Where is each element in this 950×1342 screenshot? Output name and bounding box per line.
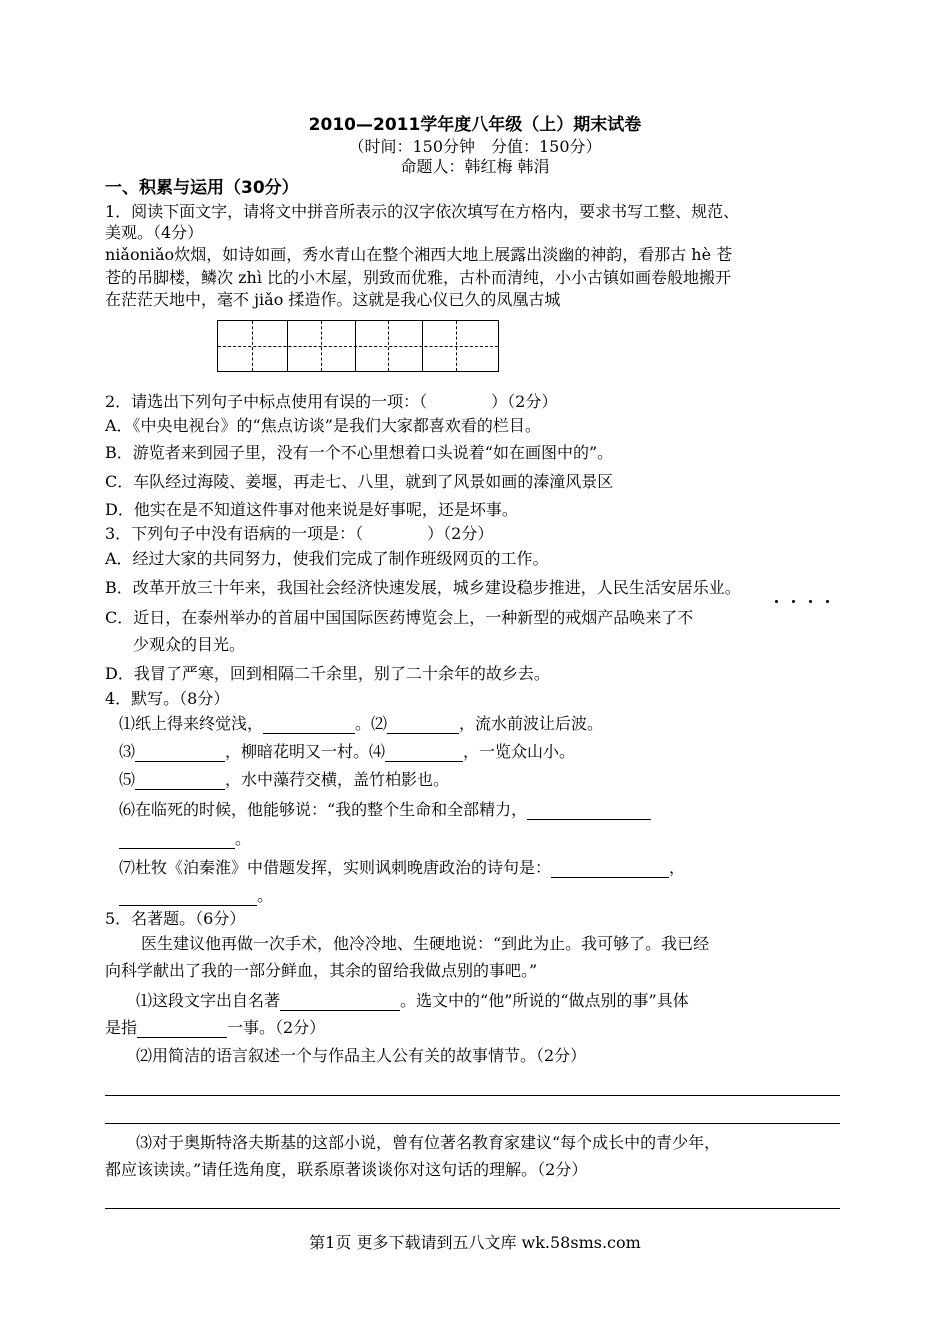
q1-stem-line1: 1．阅读下面文字，请将文中拼音所表示的汉字依次填写在方格内，要求书写工整、规范、 (105, 202, 740, 221)
fill-blank[interactable] (119, 889, 257, 906)
q1-passage-line3: 在茫茫天地中，毫不 jiǎo 揉造作。这就是我心仪已久的凤凰古城 (105, 290, 561, 309)
grid-cell-divider (422, 321, 423, 371)
q4-text: 。⑵ (355, 714, 388, 733)
q4-item-5 (119, 770, 449, 790)
fill-blank[interactable] (135, 745, 225, 762)
q3-option-c-line1: C．近日，在泰州举办的首届中国国际医药博览会上，一种新型的戒烟产品唤来了不 (105, 608, 694, 627)
q3-option-a: A．经过大家的共同努力，使我们完成了制作班级网页的工作。 (105, 549, 549, 568)
q5-text: 是指 (105, 1018, 138, 1037)
q5-passage-line2: 向科学献出了我的一部分鲜血，其余的留给我做点别的事吧。” (105, 961, 538, 980)
grid-cell-divider (287, 321, 288, 371)
emphasis-dot (775, 600, 778, 603)
q4-text: ⑺杜牧《泊秦淮》中借题发挥，实则讽刺晚唐政治的诗句是： (119, 858, 552, 877)
q3-option-d: D．我冒了严寒，回到相隔二千余里，别了二十余年的故乡去。 (105, 664, 550, 683)
answer-line[interactable] (105, 1123, 840, 1124)
fill-blank[interactable] (263, 717, 355, 734)
q5-passage-line1: 医生建议他再做一次手术，他冷冷地、生硬地说：“到此为止。我可够了。我已经 (141, 934, 710, 953)
q4-text: ⑶ (119, 742, 136, 761)
q4-item-3-4 (119, 742, 575, 762)
q4-item-7 (119, 858, 685, 878)
emphasis-dot (809, 600, 812, 603)
fill-blank[interactable] (119, 832, 235, 849)
fill-blank[interactable] (385, 745, 463, 762)
q5-stem: 5．名著题。（6分） (105, 909, 246, 928)
fill-blank[interactable] (137, 1021, 227, 1038)
q5-text: ⑴这段文字出自名著 (136, 991, 281, 1010)
q1-stem-line2: 美观。（4分） (105, 223, 204, 242)
fill-blank[interactable] (280, 994, 400, 1011)
grid-guide (321, 321, 322, 371)
answer-line[interactable] (105, 1095, 840, 1096)
q4-stem: 4．默写。（8分） (105, 689, 230, 708)
q2-option-d: D．他实在是不知道这件事对他来说是好事呢，还是坏事。 (105, 500, 518, 519)
q4-text: ，水中藻荇交横，盖竹柏影也。 (225, 770, 450, 789)
q2-option-a: A．《中央电视台》的“焦点访谈”是我们大家都喜欢看的栏目。 (105, 416, 541, 435)
q4-text: ⑹在临死的时候，他能够说：“我的整个生命和全部精力， (119, 800, 528, 819)
q4-text: 。 (257, 886, 274, 905)
q5-sub1-cont (105, 1018, 325, 1038)
q4-text: ，柳暗花明又一村。⑷ (225, 742, 386, 761)
grid-guide (252, 321, 253, 371)
grid-guide (456, 321, 457, 371)
grid-guide (388, 321, 389, 371)
q4-text: ⑸ (119, 770, 136, 789)
answer-line[interactable] (105, 1208, 840, 1209)
q4-item-1-2 (119, 714, 603, 734)
q4-text: ，一览众山小。 (463, 742, 576, 761)
q5-sub2: ⑵用简洁的语言叙述一个与作品主人公有关的故事情节。（2分） (136, 1046, 587, 1065)
fill-blank[interactable] (551, 861, 669, 878)
emphasis-dot (792, 600, 795, 603)
answer-grid[interactable] (217, 320, 499, 372)
page-title: 2010—2011学年度八年级（上）期末试卷 (308, 115, 642, 135)
q4-item-6 (119, 800, 651, 820)
section-heading: 一、积累与运用（30分） (105, 178, 299, 198)
q4-text: ， (669, 858, 686, 877)
q1-passage-line2: 苍的吊脚楼，鳞次 zhì 比的小木屋，别致而优雅，古朴而清纯，小小古镇如画卷般地搬开 (105, 268, 732, 287)
q3-option-c-line2: 少观众的目光。 (133, 635, 246, 654)
q5-text: 一事。（2分） (227, 1018, 326, 1037)
q4-item-6-cont (119, 829, 251, 849)
q2-option-b: B．游览者来到园子里，没有一个不心里想着口头说着“如在画图中的”。 (105, 443, 614, 462)
q5-text: 。选文中的“他”所说的“做点别的事”具体 (400, 991, 689, 1010)
q1-passage-line1: niǎoniǎo炊烟，如诗如画，秀水青山在整个湘西大地上展露出淡幽的神韵，看那古 hè 苍 (105, 245, 733, 264)
exam-meta: （时间：150分钟 分值：150分） (348, 137, 602, 156)
fill-blank[interactable] (135, 773, 225, 790)
q4-text: ，流水前波让后波。 (459, 714, 604, 733)
q4-item-7-cont (119, 886, 273, 906)
q5-sub3-line2: 都应该读读。”请任选角度，联系原著谈谈你对这句话的理解。（2分） (105, 1160, 588, 1179)
fill-blank[interactable] (387, 717, 459, 734)
q5-sub1 (136, 991, 689, 1011)
q3-stem: 3．下列句子中没有语病的一项是：（ ）（2分） (105, 524, 494, 543)
grid-cell-divider (355, 321, 356, 371)
q4-text: 。 (235, 829, 252, 848)
page-footer: 第1页 更多下载请到五八文库 wk.58sms.com (309, 1233, 641, 1252)
q5-sub3-line1: ⑶对于奥斯特洛夫斯基的这部小说，曾有位著名教育家建议“每个成长中的青少年， (136, 1133, 721, 1152)
fill-blank[interactable] (527, 803, 651, 820)
exam-author: 命题人：韩红梅 韩涓 (400, 157, 550, 176)
q2-option-c: C．车队经过海陵、姜堰，再走七、八里，就到了风景如画的溱潼风景区 (105, 472, 614, 491)
emphasis-dot (826, 600, 829, 603)
q2-stem: 2．请选出下列句子中标点使用有误的一项：（ ）（2分） (105, 392, 558, 411)
q4-text: ⑴纸上得来终觉浅， (119, 714, 264, 733)
q3-option-b: B．改革开放三十年来，我国社会经济快速发展，城乡建设稳步推进，人民生活安居乐业。 (105, 578, 741, 597)
